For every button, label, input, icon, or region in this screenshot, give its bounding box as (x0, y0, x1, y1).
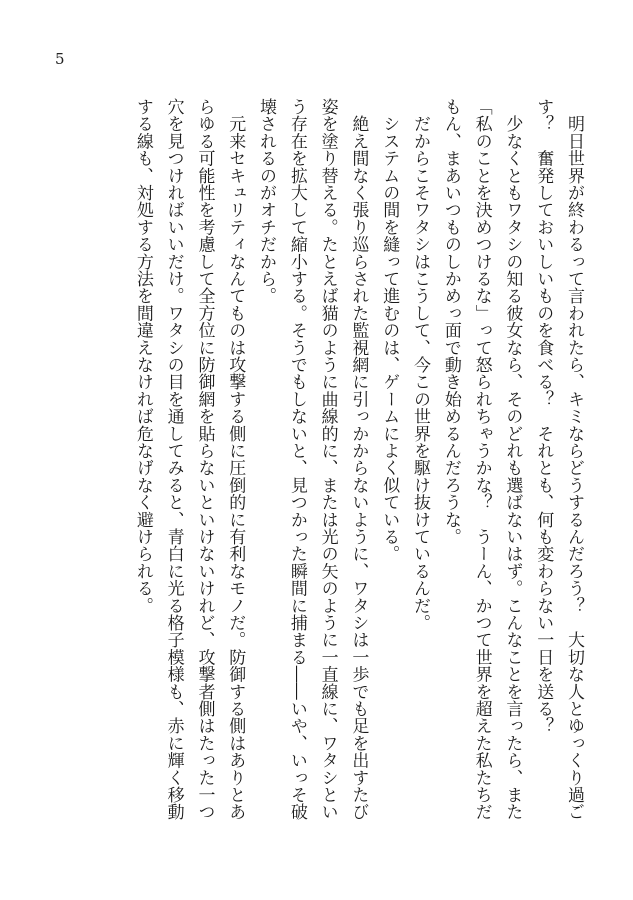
paragraph: だからこそワタシはこうして、今この世界を駆け抜けているんだ。 (410, 98, 431, 632)
paragraph: システムの間を縫って進むのは、ゲームによく似ている。 (379, 98, 400, 563)
paragraph: 明日世界が終わるって言われたら、キミならどうするんだろう？ 大切な人とゆっくり過ごす？ 奮発しておいしいものを食べる？ それとも、何も変わらない一日を送る？ (533, 98, 584, 821)
paragraph: 絶え間なく張り巡らされた監視網に引っかからないように、ワタシは一歩でも足を出すたび姿を塗り替える。たとえば猫のように曲線的に、または光の矢のように一直線に、ワタシという存在を拡大して縮小する。そうでもしないと、見つかった瞬間に捕まる――いや、いっそ破壊されるのがオチだから。 (256, 98, 369, 821)
paragraph: 元来セキュリティなんてものは攻撃する側に圧倒的に有利なモノだ。防御する側はありとあらゆる可能性を考慮して全方位に防御網を貼らないといけないけれど、攻撃者側はたった一つ穴を見つければいいだけ。ワタシの目を通してみると、青白に光る格子模様も、赤に輝く移動する線も、対処する方法を間違えなければ危なげなく避けられる。 (132, 98, 246, 821)
paragraph: 少なくともワタシの知る彼女なら、そのどれも選ばないはず。こんなことを言ったら、また「私のことを決めつけるな」って怒られちゃうかな？ うーん、かつて世界を超えた私たちだもん、まあいつものしかめっ面で動き始めるんだろうな。 (440, 98, 523, 821)
page-number: 5 (55, 50, 65, 68)
body-text (127, 98, 589, 828)
